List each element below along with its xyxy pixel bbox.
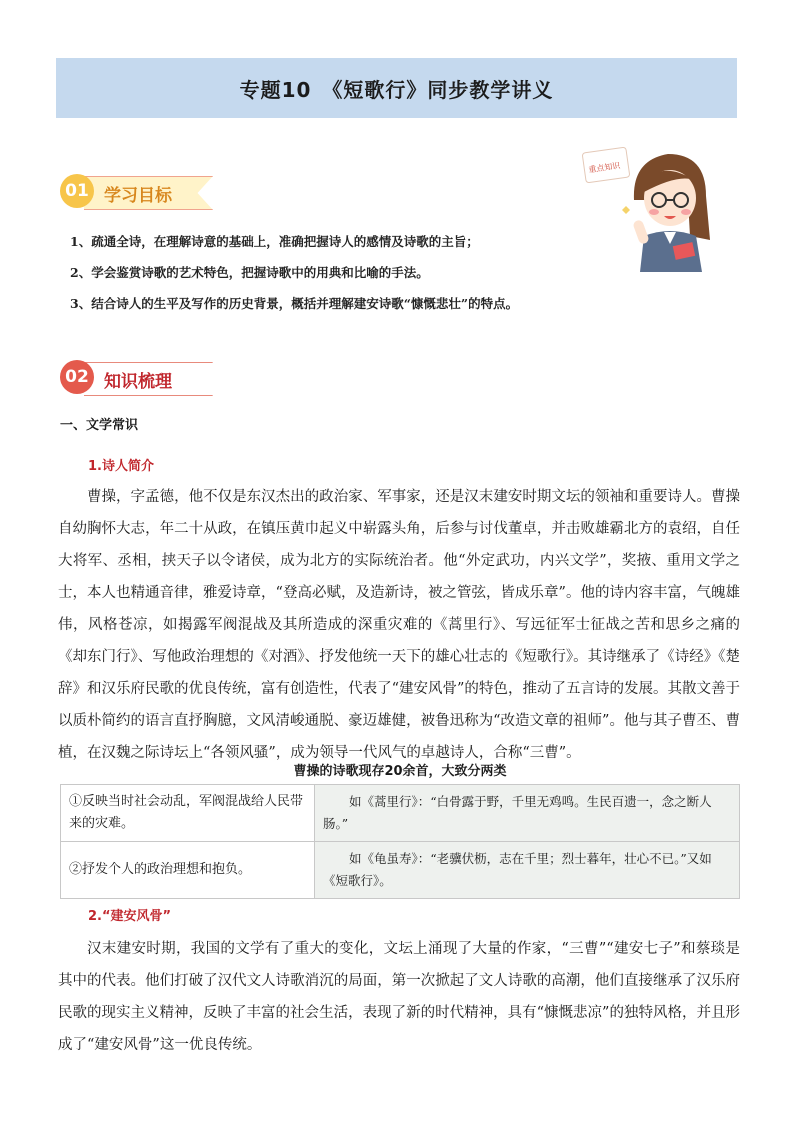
heading-poet: 1.诗人简介 bbox=[88, 459, 154, 474]
jianan-paragraph: 汉末建安时期，我国的文学有了重大的变化，文坛上涌现了大量的作家，“三曹”“建安七子”和蔡琰是其中的代表。他们打破了汉代文人诗歌消沉的局面，第一次掀起了文人诗歌的高潮，他们直接继承了汉乐府民歌的现实主义精神，反映了丰富的社会生活，表现了新的时代精神，具有“慷慨悲凉”的独特风格，并且形成了“建安风骨”这一优良传统。 bbox=[58, 941, 740, 1053]
goal-item-3: 3、结合诗人的生平及写作的历史背景，概括并理解建安诗歌“慷慨悲壮”的特点。 bbox=[70, 296, 519, 311]
table-cell-type: ②抒发个人的政治理想和抱负。 bbox=[61, 842, 315, 899]
title-banner bbox=[56, 58, 737, 118]
section-label: 学习目标 bbox=[104, 186, 172, 206]
sign-text: 重点知识 bbox=[587, 161, 621, 175]
heading-jianan: 2.“建安风骨” bbox=[88, 909, 172, 924]
goal-item-2: 2、学会鉴赏诗歌的艺术特色，把握诗歌中的用典和比喻的手法。 bbox=[70, 265, 429, 280]
table-caption: 曹操的诗歌现存20余首，大致分两类 bbox=[293, 764, 507, 779]
section-number: 02 bbox=[60, 360, 94, 394]
section-label: 知识梳理 bbox=[104, 372, 172, 392]
section-header-knowledge bbox=[60, 358, 220, 398]
poem-type-table bbox=[60, 784, 740, 899]
table-row bbox=[61, 785, 740, 842]
heading-literature: 一、文学常识 bbox=[60, 418, 139, 433]
table-row bbox=[61, 842, 740, 899]
section-header-goals bbox=[60, 172, 220, 212]
sign-card-icon bbox=[582, 147, 630, 183]
page-title: 专题10 《短歌行》同步教学讲义 bbox=[239, 77, 554, 102]
table-cell-type: ①反映当时社会动乱，军阀混战给人民带来的灾难。 bbox=[61, 785, 315, 842]
section-number: 01 bbox=[60, 174, 94, 208]
table-cell-example: 如《蒿里行》：“白骨露于野，千里无鸡鸣。生民百遗一，念之断人肠。” bbox=[315, 785, 740, 842]
poet-paragraph: 曹操，字孟德，他不仅是东汉杰出的政治家、军事家，还是汉末建安时期文坛的领袖和重要诗人。曹操自幼胸怀大志，年二十从政，在镇压黄巾起义中崭露头角，后参与讨伐董卓，并击败雄霸北方的袁绍，自任大将军、丞相，挟天子以令诸侯，成为北方的实际统治者。他“外定武功，内兴文学”，奖掖、重用文学之士，本人也精通音律，雅爱诗章，“登高必赋，及造新诗，被之管弦，皆成乐章”。他的诗内容丰富，气魄雄伟，风格苍凉，如揭露军阀混战及其所造成的深重灾难的《蒿里行》、写远征军士征战之苦和思乡之痛的《却东门行》、写他政治理想的《对酒》、抒发他统一天下的雄心壮志的《短歌行》。其诗继承了《诗经》《楚辞》和汉乐府民歌的优良传统，富有创造性，代表了“建安风骨”的特色，推动了五言诗的发展。其散文善于以质朴简约的语言直抒胸臆，文风清峻通脱、豪迈雄健，被鲁迅称为“改造文章的祖师”。他与其子曹丕、曹植，在汉魏之际诗坛上“各领风骚”，成为领导一代风气的卓越诗人，合称“三曹”。 bbox=[58, 489, 740, 761]
table-cell-example: 如《龟虽寿》：“老骥伏枥，志在千里；烈士暮年，壮心不已。”又如《短歌行》。 bbox=[315, 842, 740, 899]
goal-item-1: 1、疏通全诗，在理解诗意的基础上，准确把握诗人的感情及诗歌的主旨； bbox=[70, 234, 479, 249]
teacher-illustration bbox=[578, 140, 734, 272]
